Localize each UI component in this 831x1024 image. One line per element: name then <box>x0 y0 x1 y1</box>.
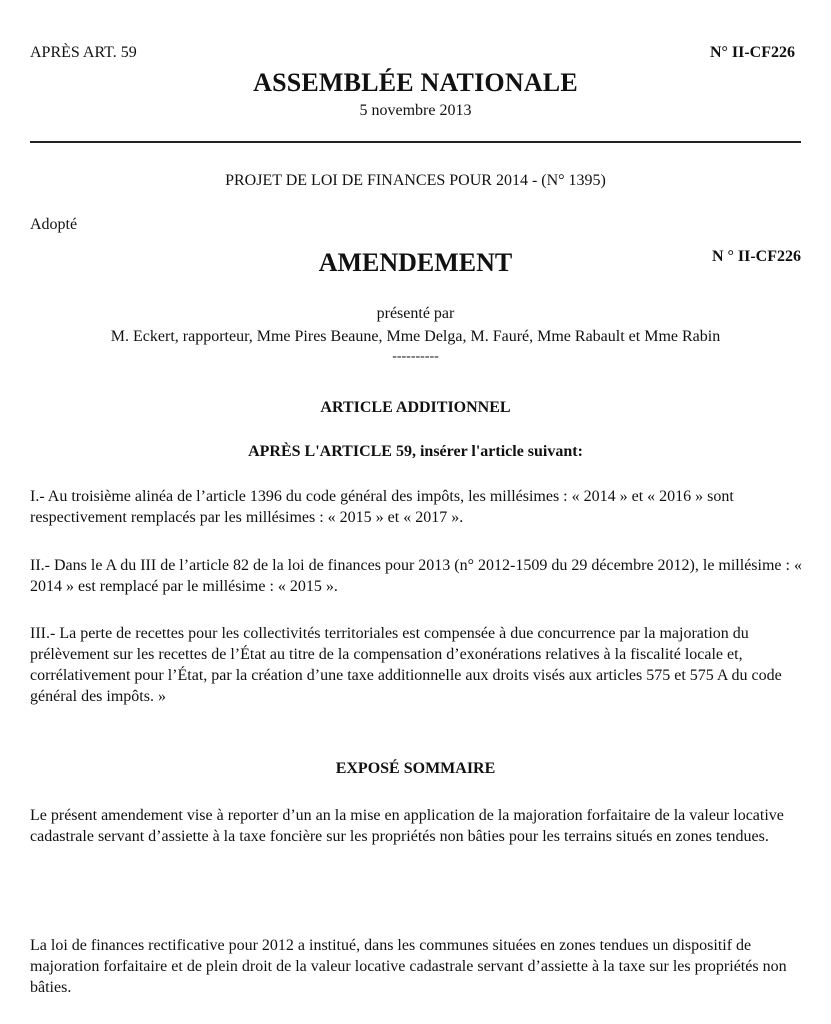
article-reference: APRÈS ART. 59 <box>30 44 137 61</box>
document-number-top: N° II-CF226 <box>709 44 795 61</box>
article-paragraph-1: I.- Au troisième alinéa de l’article 1396 du code général des impôts, les millésimes : « 2014 » et « 2016 » sont respectivement remplacés par les millésimes : « 2015 » et « 2017 ». <box>30 488 734 526</box>
insert-instruction: APRÈS L'ARTICLE 59, insérer l'article suivant: <box>248 443 583 460</box>
project-title: PROJET DE LOI DE FINANCES POUR 2014 - (N° 1395) <box>225 172 606 189</box>
summary-heading: EXPOSÉ SOMMAIRE <box>335 760 496 777</box>
header-divider <box>30 141 801 143</box>
summary-paragraph-1: Le présent amendement vise à reporter d’un an la mise en application de la majoration forfaitaire de la valeur locative cadastrale servant d’assiette à la taxe foncière sur les propriétés non bâties pour les terrains situés en zones tendues. <box>30 807 784 845</box>
article-heading: ARTICLE ADDITIONNEL <box>320 399 511 416</box>
document-date: 5 novembre 2013 <box>359 102 472 119</box>
amendment-title: AMENDEMENT <box>318 248 513 277</box>
amendment-number: N ° II-CF226 <box>711 248 801 265</box>
separator: ---------- <box>392 349 439 364</box>
status-label: Adopté <box>30 216 78 233</box>
article-paragraph-2: II.- Dans le A du III de l’article 82 de la loi de finances pour 2013 (n° 2012-1509 du 29 décembre 2012), le millésime : « 2014 » est remplacé par le millésime : « 2015 ». <box>30 557 802 595</box>
article-paragraph-3: III.- La perte de recettes pour les collectivités territoriales est compensée à due concurrence par la majoration du prélèvement sur les recettes de l’État au titre de la compensation d’exonérations relatives à la fiscalité locale et, corrélativement pour l’État, par la création d’une taxe additionnelle aux droits visés aux articles 575 et 575 A du code général des impôts. » <box>30 625 782 705</box>
assembly-title: ASSEMBLÉE NATIONALE <box>253 68 578 97</box>
summary-paragraph-2: La loi de finances rectificative pour 2012 a institué, dans les communes situées en zones tendues un dispositif de majoration forfaitaire et de plein droit de la valeur locative cadastrale servant d’assiette à la taxe sur les propriétés non bâties. <box>30 937 787 996</box>
presented-by: présenté par <box>376 305 455 322</box>
authors-list: M. Eckert, rapporteur, Mme Pires Beaune, Mme Delga, M. Fauré, Mme Rabault et Mme Rabin <box>110 328 721 345</box>
